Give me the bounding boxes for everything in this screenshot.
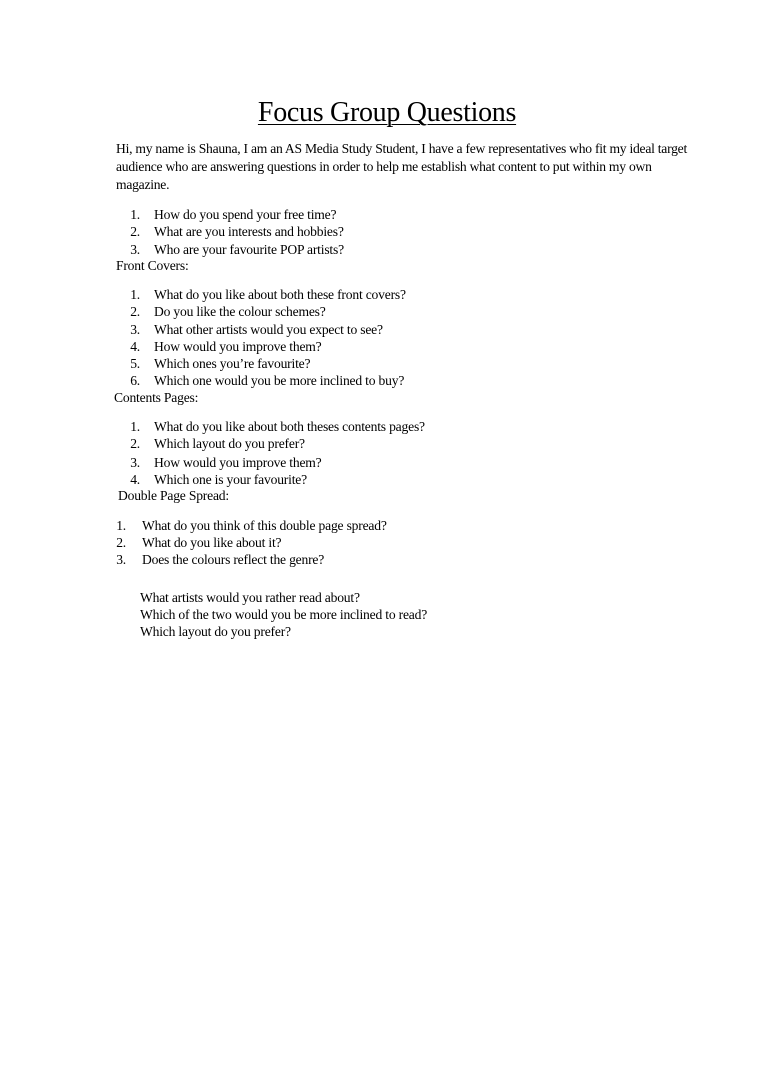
item-text: How would you improve them? (154, 339, 322, 354)
list-item (116, 551, 324, 568)
list-item (116, 454, 322, 471)
item-number: 1. (130, 287, 140, 302)
section-heading-double-page-spread: Double Page Spread: (118, 488, 229, 503)
title-text: Focus Group Questions (257, 97, 517, 128)
item-number: 3. (130, 242, 140, 257)
list-item (116, 471, 307, 488)
list-item (116, 372, 404, 389)
list-item (116, 435, 305, 452)
item-text: How would you improve them? (154, 455, 322, 470)
list-item (116, 223, 344, 240)
section-heading-contents-pages: Contents Pages: (114, 390, 199, 405)
section-heading-front-covers: Front Covers: (116, 258, 189, 273)
item-text: Which one is your favourite? (154, 472, 307, 487)
item-number: 4. (130, 472, 140, 487)
item-number: 1. (116, 518, 126, 533)
item-number: 1. (130, 419, 140, 434)
list-item (116, 286, 406, 303)
item-number: 1. (130, 207, 140, 222)
extra-question: Which of the two would you be more inclined to read? (140, 607, 428, 622)
list-item (116, 338, 322, 355)
item-number: 2. (130, 436, 140, 451)
item-text: What other artists would you expect to see? (154, 322, 383, 337)
item-text: What do you like about both these front covers? (154, 287, 406, 302)
list-item (116, 534, 281, 551)
list-item (116, 517, 387, 534)
item-text: Which layout do you prefer? (154, 436, 305, 451)
item-text: What do you like about both theses contents pages? (154, 419, 425, 434)
item-number: 2. (130, 224, 140, 239)
list-item (116, 303, 326, 320)
item-text: What are you interests and hobbies? (154, 224, 344, 239)
item-number: 5. (130, 356, 140, 371)
item-number: 4. (130, 339, 140, 354)
list-item (116, 355, 310, 372)
item-text: What do you think of this double page spread? (142, 518, 387, 533)
item-text: How do you spend your free time? (154, 207, 337, 222)
item-number: 3. (116, 552, 126, 567)
item-text: Which one would you be more inclined to buy? (154, 373, 405, 388)
item-text: What do you like about it? (142, 535, 282, 550)
list-item (116, 321, 383, 338)
extra-question: What artists would you rather read about? (140, 590, 360, 605)
item-number: 6. (130, 373, 140, 388)
item-number: 3. (130, 455, 140, 470)
list-item (116, 206, 336, 223)
item-number: 2. (130, 304, 140, 319)
item-number: 3. (130, 322, 140, 337)
item-text: Which ones you’re favourite? (154, 356, 311, 371)
item-text: Do you like the colour schemes? (154, 304, 326, 319)
list-item (116, 241, 344, 258)
item-text: Does the colours reflect the genre? (142, 552, 325, 567)
item-text: Who are your favourite POP artists? (154, 242, 344, 257)
page-title (0, 96, 768, 130)
intro-paragraph: Hi, my name is Shauna, I am an AS Media Study Student, I have a few representatives who fit my ideal target audience who are answering questions in order to help me establish what content to put within my own magazine. (116, 141, 687, 192)
list-item (116, 418, 425, 435)
item-number: 2. (116, 535, 126, 550)
extra-question: Which layout do you prefer? (140, 624, 291, 639)
